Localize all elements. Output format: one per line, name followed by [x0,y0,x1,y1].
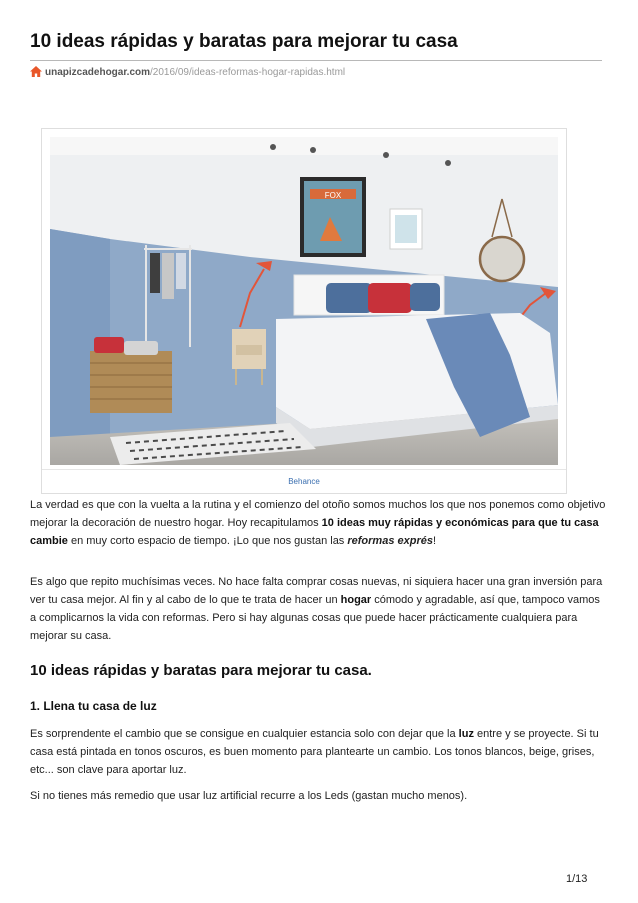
highlight-reformas: reformas exprés [347,535,433,547]
light-paragraph: Es sorprendente el cambio que se consigue en cualquier estancia solo con dejar que la luz entre y se proyecte. Si tu casa está pintada en tonos oscuros, es buen momento para plantearte un cambio. Los tonos blancos, beige, grises, etc... son clave para aportar luz. [30,728,599,776]
source-path-link[interactable]: /2016/09/ideas-reformas-hogar-rapidas.html [150,67,346,78]
highlight-luz: luz [458,728,474,740]
page-number: 1/13 [566,873,588,885]
subsection-heading: 1. Llena tu casa de luz [30,699,157,713]
source-domain-link[interactable]: unapizcadehogar.com [45,67,151,78]
section-heading: 10 ideas rápidas y baratas para mejorar tu casa. [30,662,372,679]
bedroom-photo [50,137,558,465]
home-icon [30,66,42,82]
leds-paragraph: Si no tienes más remedio que usar luz artificial recurre a los Leds (gastan mucho menos). [30,790,468,802]
highlight-ideas: 10 ideas muy rápidas y económicas para que tu casa cambie [30,517,599,547]
source-line [30,66,345,82]
title-divider [30,60,602,61]
highlight-hogar: hogar [340,594,372,606]
article-figure [41,128,567,494]
poster-text: FOX [324,191,342,200]
page-title: 10 ideas rápidas y baratas para mejorar tu casa [30,31,458,52]
intro-paragraph: La verdad es que con la vuelta a la rutina y el comienzo del otoño somos muchos los que nos ponemos como objetivo mejorar la decoración de nuestro hogar. Hoy recapitulamos 10 ideas muy rápidas y económicas para que tu casa cambie en muy corto espacio de tiempo. ¡Lo que nos gustan las reformas exprés! [30,499,606,547]
second-paragraph: Es algo que repito muchísimas veces. No hace falta comprar cosas nuevas, ni siquiera hacer una gran inversión para ver tu casa mejor. Al fin y al cabo de lo que te trata de hacer un hogar cómodo y agradable, así que, tampoco vamos a complicarnos la vida con reformas. Pero si hay algunas cosas que puede hacer prácticamente cualquiera para mejorar su casa. [30,576,603,642]
photo-credit-link[interactable]: Behance [288,477,320,486]
